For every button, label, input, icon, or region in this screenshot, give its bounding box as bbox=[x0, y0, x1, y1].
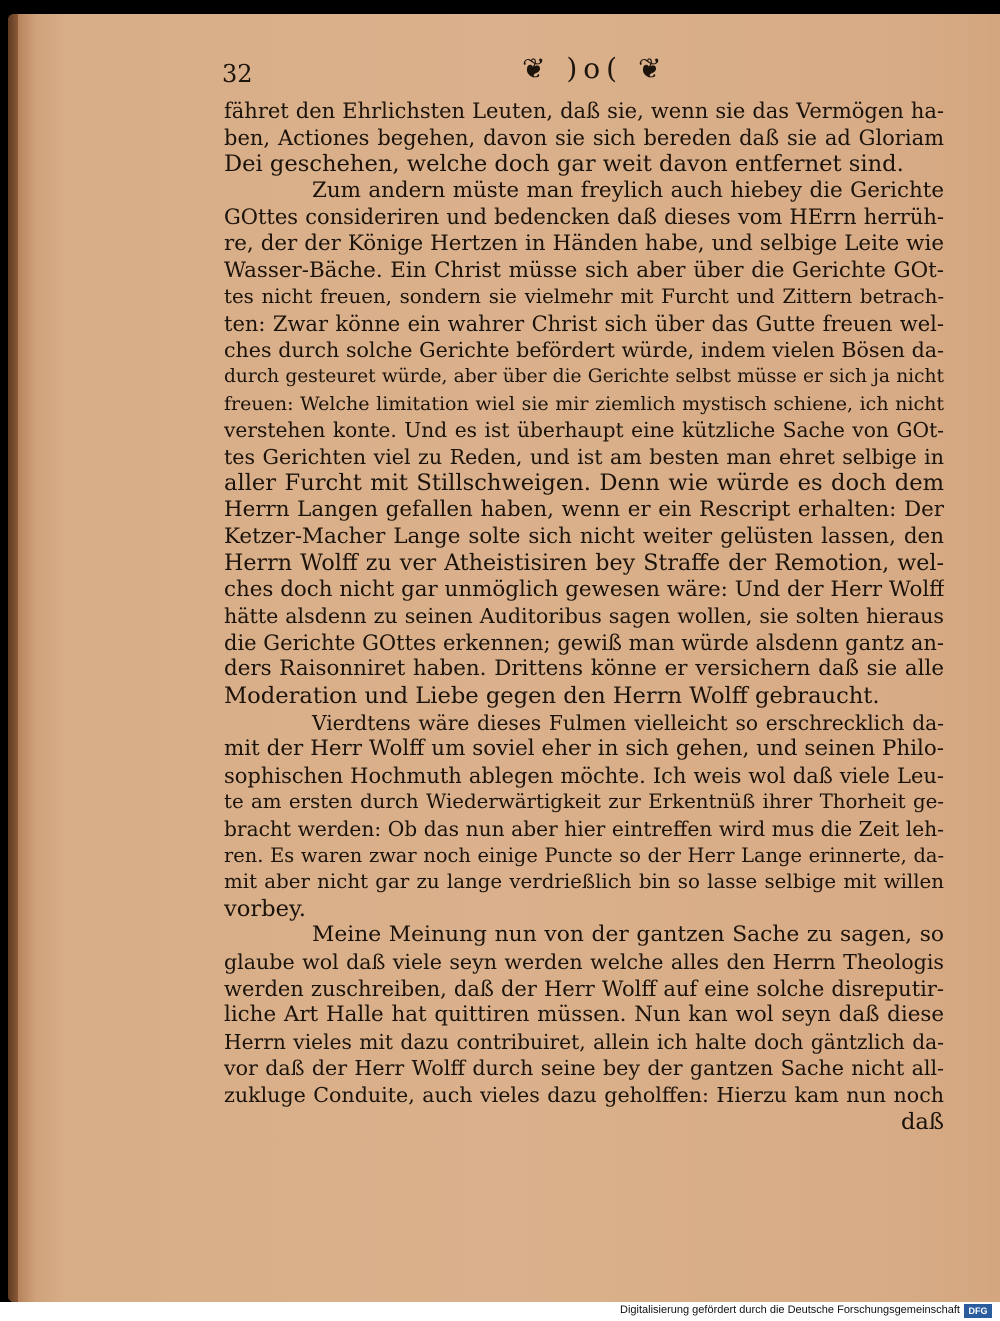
paragraph-start-line: Zum andern müste man freylich auch hiebey die Gerichte bbox=[312, 177, 944, 203]
page-number: 32 bbox=[222, 60, 253, 88]
text-line: verstehen konte. Und es ist überhaupt eine kützliche Sache von GOt- bbox=[224, 418, 944, 443]
catchword: daß bbox=[900, 1108, 944, 1135]
text-line: Ketzer-Macher Lange solte sich nicht weiter gelüsten lassen, den bbox=[224, 523, 944, 549]
text-line: vor daß der Herr Wolff durch seine bey der gantzen Sache nicht all- bbox=[224, 1056, 944, 1081]
text-line: glaube wol daß viele seyn werden welche alles den Herrn Theologis bbox=[224, 950, 944, 974]
text-line: Herrn vieles mit dazu contribuiret, allein ich halte doch gäntzlich da- bbox=[224, 1029, 944, 1054]
text-line: werden zuschreiben, daß der Herr Wolff auf eine solche disreputir- bbox=[224, 976, 944, 1001]
text-line: ten: Zwar könne ein wahrer Christ sich über das Gutte freuen wel- bbox=[224, 311, 944, 336]
text-line: sophischen Hochmuth ablegen möchte. Ich weis wol daß viele Leu- bbox=[224, 763, 944, 788]
text-line: zukluge Conduite, auch vieles dazu geholffen: Hierzu kam nun noch bbox=[224, 1082, 944, 1107]
text-line: Moderation und Liebe gegen den Herrn Wolff gebraucht. bbox=[224, 683, 880, 710]
page-body-text bbox=[224, 98, 944, 1135]
text-line: vorbey. bbox=[224, 895, 306, 922]
text-line: Dei geschehen, welche doch gar weit davon entfernet sind. bbox=[224, 151, 904, 178]
text-line: ders Raisonniret haben. Drittens könne er versichern daß sie alle bbox=[224, 656, 944, 682]
footer-bar bbox=[0, 1302, 1000, 1321]
text-line: hätte alsdenn zu seinen Auditoribus sagen wollen, sie solten hieraus bbox=[224, 604, 944, 629]
paragraph-start-line: Meine Meinung nun von der gantzen Sache zu sagen, so bbox=[312, 922, 944, 948]
text-line: bracht werden: Ob das nun aber hier eintreffen wird mus die Zeit leh- bbox=[224, 817, 944, 842]
book-binding-edge bbox=[8, 14, 18, 1302]
text-line: tes Gerichten viel zu Reden, und ist am besten man ehret selbige in bbox=[224, 444, 944, 469]
header-ornament: ❦ )o( ❦ bbox=[522, 52, 668, 85]
text-line: freuen: Welche limitation wiel sie mir ziemlich mystisch schiene, ich nicht bbox=[224, 392, 944, 415]
text-line: ren. Es waren zwar noch einige Puncte so der Herr Lange erinnerte, da- bbox=[224, 843, 944, 867]
text-line: ches durch solche Gerichte befördert würde, indem vielen Bösen da- bbox=[224, 338, 944, 363]
funding-credit: Digitalisierung gefördert durch die Deutsche Forschungsgemeinschaft bbox=[620, 1304, 960, 1316]
text-line: ches doch nicht gar unmöglich gewesen wäre: Und der Herr Wolff bbox=[224, 576, 944, 602]
text-line: die Gerichte GOttes erkennen; gewiß man würde alsdenn gantz an- bbox=[224, 630, 944, 655]
text-line: aller Furcht mit Stillschweigen. Denn wie würde es doch dem bbox=[224, 470, 944, 497]
text-line: mit der Herr Wolff um soviel eher in sich gehen, und seinen Philo- bbox=[224, 736, 944, 762]
text-line: mit aber nicht gar zu lange verdrießlich bin so lasse selbige mit willen bbox=[224, 870, 944, 894]
text-line: GOttes consideriren und bedencken daß dieses vom HErrn herrüh- bbox=[224, 205, 944, 230]
text-line: durch gesteuret würde, aber über die Gerichte selbst müsse er sich ja nicht bbox=[224, 365, 944, 387]
text-line: liche Art Halle hat quittiren müssen. Nun kan wol seyn daß diese bbox=[224, 1002, 944, 1028]
text-line: fähret den Ehrlichsten Leuten, daß sie, wenn sie das Vermögen ha- bbox=[224, 99, 944, 123]
text-line: Wasser-Bäche. Ein Christ müsse sich aber über die Gerichte GOt- bbox=[224, 257, 944, 283]
text-line: ben, Actiones begehen, davon sie sich bereden daß sie ad Gloriam bbox=[224, 125, 944, 150]
paragraph-start-line: Vierdtens wäre dieses Fulmen vielleicht so erschrecklich da- bbox=[312, 710, 944, 735]
text-line: Herrn Langen gefallen haben, wenn er ein Rescript erhalten: Der bbox=[224, 496, 944, 522]
text-line: tes nicht freuen, sondern sie vielmehr mit Furcht und Zittern betrach- bbox=[224, 285, 944, 309]
page-header bbox=[222, 52, 942, 92]
text-line: re, der der Könige Hertzen in Händen habe, und selbige Leite wie bbox=[224, 230, 944, 256]
dfg-logo: DFG bbox=[964, 1304, 992, 1318]
text-line: te am ersten durch Wiederwärtigkeit zur Erkentnüß ihrer Thorheit ge- bbox=[224, 790, 944, 814]
text-line: Herrn Wolff zu ver Atheistisiren bey Straffe der Remotion, wel- bbox=[224, 550, 944, 577]
